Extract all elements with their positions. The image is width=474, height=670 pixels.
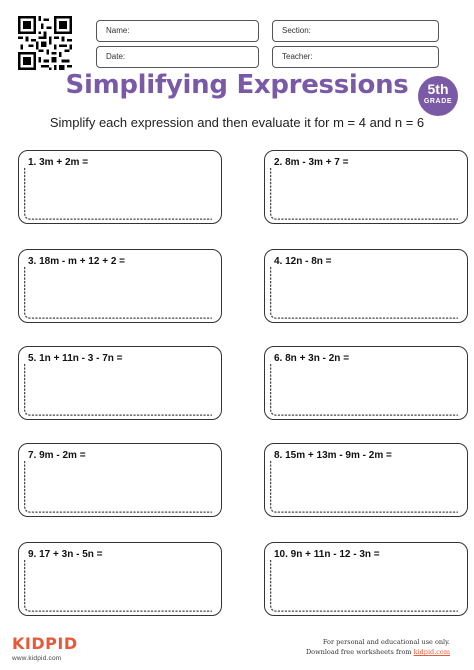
dotted-line — [25, 268, 212, 319]
dotted-line — [25, 462, 212, 513]
logo-url: www.kidpid.com — [12, 655, 62, 662]
problem-text: 8. 15m + 13m - 9m - 2m = — [274, 450, 392, 461]
footer-link[interactable]: kidpid.com — [413, 648, 450, 656]
logo-text: KIDPID — [12, 634, 78, 653]
grade-badge-number: 5th — [427, 81, 449, 97]
problem-box[interactable] — [18, 542, 222, 616]
dotted-line — [271, 561, 458, 612]
dotted-line — [271, 268, 458, 319]
problem-text: 9. 17 + 3n - 5n = — [28, 549, 103, 560]
problem-box[interactable] — [264, 150, 468, 224]
footer-note — [306, 637, 450, 657]
page-title-wrap — [0, 70, 474, 100]
problem-text: 6. 8n + 3n - 2n = — [274, 353, 350, 364]
teacher-field[interactable]: Teacher: — [272, 46, 439, 68]
footer-line-2 — [306, 647, 450, 657]
footer-line-2-text: Download free worksheets from — [305, 648, 412, 656]
dotted-line — [271, 365, 458, 416]
dotted-line — [271, 169, 458, 220]
problem-text: 2. 8m - 3m + 7 = — [274, 157, 349, 168]
date-field[interactable]: Date: — [96, 46, 259, 68]
problem-text: 10. 9n + 11n - 12 - 3n = — [274, 549, 380, 560]
problem-text: 3. 18m - m + 12 + 2 = — [28, 256, 126, 267]
grade-badge — [418, 76, 458, 116]
kidpid-logo — [12, 634, 78, 662]
name-field[interactable]: Name: — [96, 20, 259, 42]
problem-box[interactable] — [18, 346, 222, 420]
instructions: Simplify each expression and then evaluate it for m = 4 and n = 6 — [49, 115, 425, 130]
problem-text: 5. 1n + 11n - 3 - 7n = — [28, 353, 123, 364]
qr-code — [18, 16, 72, 70]
dotted-line — [25, 365, 212, 416]
dotted-line — [271, 462, 458, 513]
page-title: Simplifying Expressions — [65, 70, 409, 100]
dotted-line — [25, 169, 212, 220]
section-field[interactable]: Section: — [272, 20, 439, 42]
problem-box[interactable] — [18, 249, 222, 323]
problem-box[interactable] — [264, 249, 468, 323]
problem-text: 1. 3m + 2m = — [28, 157, 89, 168]
problem-box[interactable] — [18, 443, 222, 517]
grade-badge-label: GRADE — [423, 98, 453, 105]
problem-box[interactable] — [264, 443, 468, 517]
problem-box[interactable] — [264, 346, 468, 420]
problem-text: 4. 12n - 8n = — [274, 256, 332, 267]
problem-box[interactable] — [264, 542, 468, 616]
footer-line-1: For personal and educational use only. — [322, 638, 450, 646]
problem-text: 7. 9m - 2m = — [28, 450, 86, 461]
dotted-line — [25, 561, 212, 612]
problem-box[interactable] — [18, 150, 222, 224]
